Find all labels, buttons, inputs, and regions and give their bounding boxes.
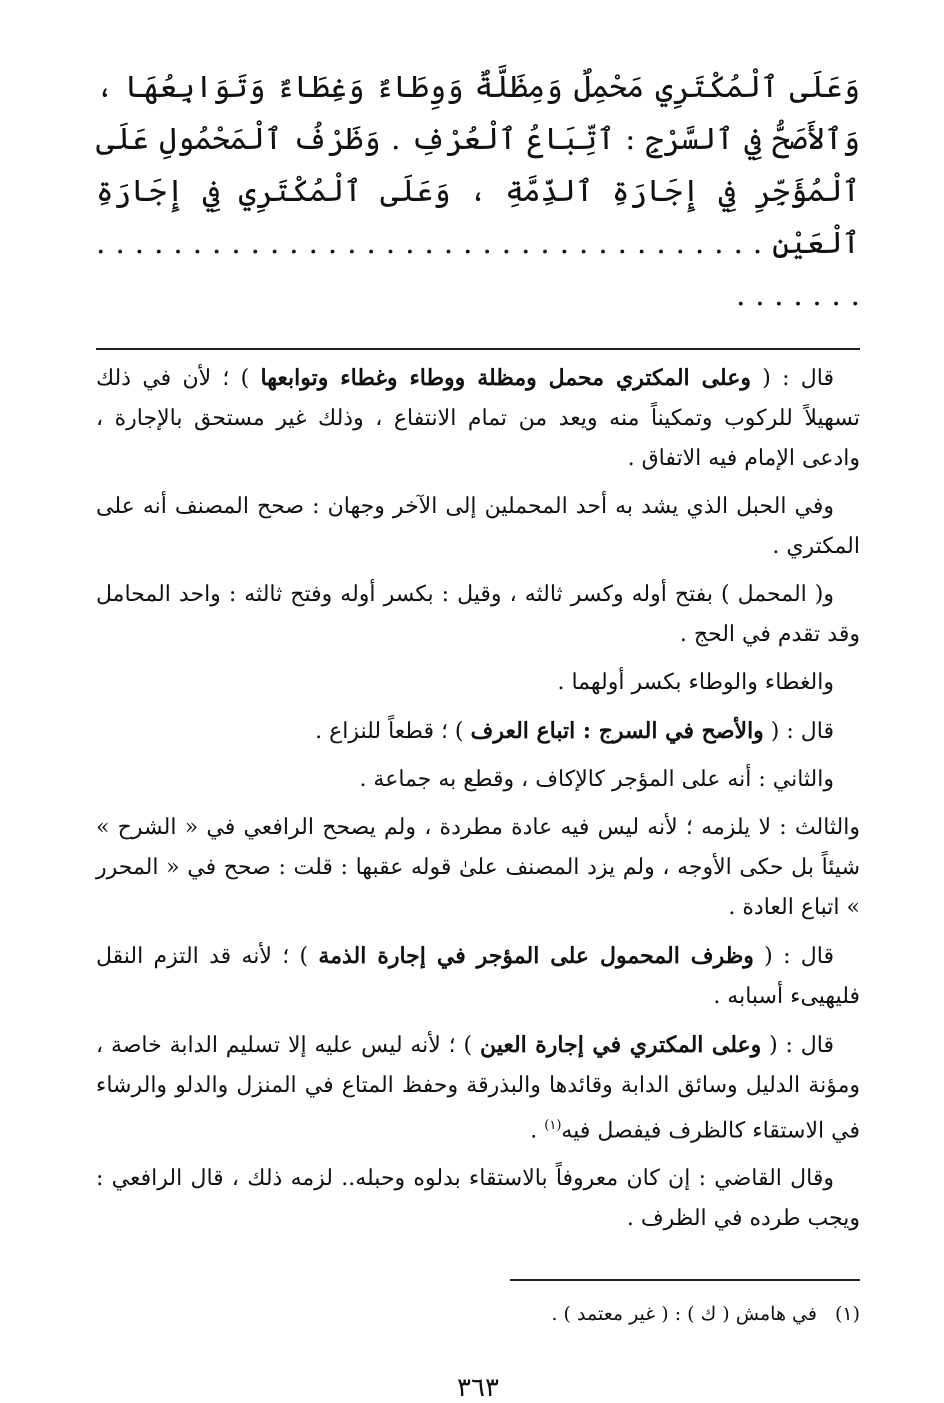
commentary-paragraph: و( المحمل ) بفتح أوله وكسر ثالثه ، وقيل : بكسر أوله وفتح ثالثه : واحد المحامل وقد تقدم في الحج . <box>96 582 860 647</box>
commentary-paragraph <box>96 936 860 1017</box>
footnote-text: في هامش ( ك ) : ( غير معتمد ) . <box>551 1303 817 1326</box>
matn-main: وَعَلَى ٱلْمُكْتَرِي مَحْمِلٌ وَمِظَلَّةٌ وَوِطَاءٌ وَغِطَاءٌ وَتَوَابِعُهَا ، وَٱلأَصَحُّ فِي ٱلسَّرْجِ : ٱتِّبَاعُ ٱلْعُرْفِ . وَظَرْفُ ٱلْمَحْمُولِ عَلَى ٱلْمُؤَجِّرِ فِي إِجَارَةِ ٱلذِّمَّةِ ، وَعَلَى ٱلْمُكْتَرِي فِي إِجَارَةِ ٱلْعَيْنِ . <box>96 70 860 261</box>
commentary-text: ) ؛ قطعاً للنزاع . <box>315 719 471 744</box>
commentary-text: ) ؛ لأنه ليس عليه إلا تسليم الدابة خاصة ، ومؤنة الدليل وسائق الدابة وقائدها والبذرقة وحفظ المتاع في المنزل والدلو والرشاء في الاستقاء كالظرف فيفصل فيه <box>96 1033 860 1144</box>
footnote-number: (١) <box>834 1303 860 1326</box>
quoted-matn: والأصح في السرج : اتباع العرف <box>470 718 764 744</box>
commentary-text: . <box>530 1118 545 1144</box>
quote-open: قال : ( <box>763 719 834 744</box>
commentary-paragraph: والغطاء والوطاء بكسر أولهما . <box>557 670 834 695</box>
quote-open: قال : ( <box>761 1033 835 1058</box>
page-number: ٣٦٣ <box>457 1373 499 1403</box>
matn-dots: . . . . . . . . . . . . . . . . . . . . . . . . . . . . . . . . . . . . . . . . . <box>96 226 860 313</box>
quoted-matn: وظرف المحمول على المؤجر في إجارة الذمة <box>318 943 754 969</box>
quoted-matn: وعلى المكتري في إجارة العين <box>479 1032 762 1058</box>
matn-separator <box>96 348 860 350</box>
commentary <box>96 358 860 1239</box>
quote-open: قال : ( <box>750 366 834 391</box>
commentary-paragraph <box>96 358 860 479</box>
commentary-paragraph: والثالث : لا يلزمه ؛ لأنه ليس فيه عادة مطردة ، ولم يصحح الرافعي في « الشرح » شيئاً بل حكى الأوجه ، ولم يزد المصنف علىٰ قوله عقبها : قلت : صحح في « المحرر » اتباع العادة . <box>96 815 860 920</box>
quote-open: قال : ( <box>753 944 834 969</box>
commentary-paragraph <box>96 1025 860 1151</box>
commentary-paragraph: والثاني : أنه على المؤجر كالإكاف ، وقطع به جماعة . <box>359 767 834 792</box>
footnote-marker[interactable]: (١) <box>544 1118 562 1133</box>
commentary-text: ) ؛ لأن في ذلك تسهيلاً للركوب وتمكيناً منه ويعد من تمام الانتفاع ، وذلك غير مستحق بالإجارة ، وادعى الإمام فيه الاتفاق . <box>96 366 860 471</box>
matn-text <box>96 62 860 322</box>
commentary-paragraph <box>96 711 860 752</box>
commentary-paragraph: وقال القاضي : إن كان معروفاً بالاستقاء بدلوه وحبله.. لزمه ذلك ، قال الرافعي : ويجب طرده في الظرف . <box>96 1166 860 1232</box>
footnote-separator <box>510 1279 860 1281</box>
quoted-matn: وعلى المكتري محمل ومظلة ووطاء وغطاء وتوابعها <box>260 365 751 391</box>
footnote <box>96 1299 860 1329</box>
commentary-text: ) ؛ لأنه قد التزم النقل فليهيىء أسبابه . <box>96 944 860 1009</box>
commentary-paragraph: وفي الحبل الذي يشد به أحد المحملين إلى الآخر وجهان : صحح المصنف أنه على المكتري . <box>96 494 860 559</box>
